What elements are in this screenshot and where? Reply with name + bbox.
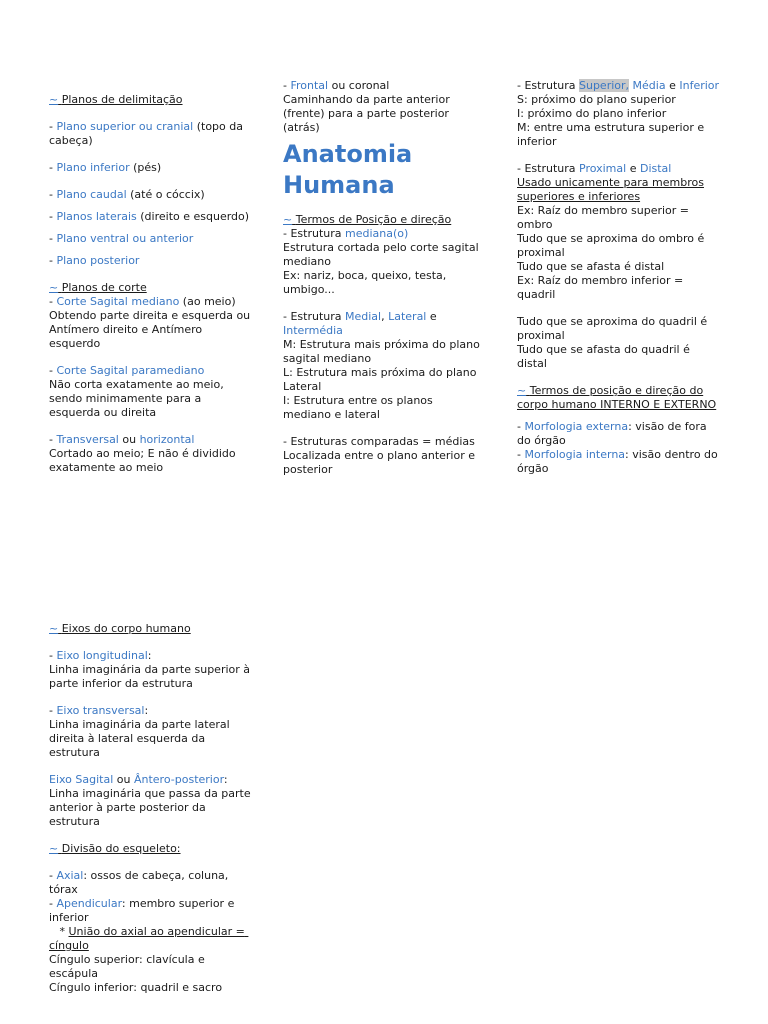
item-corte-paramediano: - Corte Sagital paramediano (49, 364, 205, 377)
term-link[interactable]: Axial (56, 869, 84, 882)
item-axial: - Axial: ossos de cabeça, coluna, tórax (49, 869, 229, 896)
uniao-text: União do axial ao apendicular = cíngulo (49, 925, 249, 952)
section-heading-planos-delimitacao (49, 93, 254, 107)
item-mediana: - Estrutura mediana(o) (283, 227, 409, 240)
term-link[interactable]: Inferior (679, 79, 720, 92)
item-text: M: Estrutura mais próxima do plano sagital mediano (283, 338, 480, 365)
term-link[interactable]: Corte Sagital mediano (56, 295, 180, 308)
item-plano-superior: - Plano superior ou cranial (topo da cabeça) (49, 120, 243, 147)
item-morfologia-externa: - Morfologia externa: visão de fora do órgão (517, 420, 707, 447)
item-text: I: Estrutura entre os planos mediano e lateral (283, 394, 433, 421)
item-text: Ex: Raíz do membro superior = ombro (517, 204, 690, 231)
heading-text: Eixos do corpo humano (61, 622, 191, 635)
tilde-marker: ~ (49, 281, 59, 294)
term-link[interactable]: Morfologia interna (524, 448, 626, 461)
term-link[interactable]: Intermédia (283, 324, 343, 337)
item-text: Cortado ao meio; E não é dividido exatamente ao meio (49, 447, 236, 474)
item-text: Ex: Raíz do membro inferior = quadril (517, 274, 684, 301)
item-eixo-transversal: - Eixo transversal: (49, 704, 149, 717)
item-transversal: - Transversal ou horizontal (49, 433, 195, 446)
term-link[interactable]: Proximal (579, 162, 627, 175)
section-heading-termos (283, 213, 483, 227)
item-text-underlined: Usado unicamente para membros superiores e inferiores (517, 176, 704, 203)
item-proximal-distal: - Estrutura Proximal e Distal (517, 162, 672, 175)
term-link[interactable]: Morfologia externa (524, 420, 629, 433)
term-link[interactable]: Planos laterais (56, 210, 137, 223)
term-link[interactable]: Plano ventral ou anterior (56, 232, 194, 245)
term-link[interactable]: Eixo longitudinal (56, 649, 148, 662)
section-heading-divisao-esqueleto (49, 842, 254, 856)
item-plano-posterior: - Plano posterior (49, 254, 140, 267)
heading-text: Planos de corte (61, 281, 147, 294)
page-title: Anatomia Humana (283, 140, 413, 199)
item-text: Não corta exatamente ao meio, sendo minimamente para a esquerda ou direita (49, 378, 224, 419)
item-morfologia-interna: - Morfologia interna: visão dentro do órgão (517, 448, 718, 475)
item-plano-inferior: - Plano inferior (pés) (49, 161, 162, 174)
item-text: Tudo que se afasta é distal (517, 260, 665, 273)
term-link[interactable]: Transversal (56, 433, 119, 446)
column-planos (49, 93, 254, 475)
tilde-marker: ~ (49, 93, 59, 106)
item-text: Tudo que se aproxima do ombro é proximal (517, 232, 705, 259)
item-text: S: próximo do plano superior (517, 93, 676, 106)
term-link[interactable]: Ântero-posterior (133, 773, 224, 786)
item-text: Cíngulo superior: clavícula e escápula (49, 953, 205, 980)
item-text: - Estruturas comparadas = médias (283, 435, 475, 448)
item-text: Linha imaginária que passa da parte anterior à parte posterior da estrutura (49, 787, 251, 828)
tilde-marker: ~ (517, 384, 527, 397)
item-planos-laterais: - Planos laterais (direito e esquerdo) (49, 210, 250, 223)
term-link[interactable]: Plano caudal (56, 188, 127, 201)
term-link[interactable]: Frontal (290, 79, 329, 92)
heading-text: Divisão do esqueleto: (61, 842, 181, 855)
section-heading-eixos (49, 622, 254, 636)
item-apendicular: - Apendicular: membro superior e inferior (49, 897, 235, 924)
item-text: Caminhando da parte anterior (frente) para a parte posterior (atrás) (283, 93, 450, 134)
term-link[interactable]: Plano inferior (56, 161, 130, 174)
item-text: Estrutura cortada pelo corte sagital mediano (283, 241, 479, 268)
item-plano-caudal: - Plano caudal (até o cóccix) (49, 188, 205, 201)
term-link[interactable]: Eixo Sagital (49, 773, 114, 786)
column-estruturas (517, 79, 722, 476)
item-eixo-longitudinal: - Eixo longitudinal: (49, 649, 152, 662)
term-link-highlighted[interactable]: Superior, (579, 79, 630, 92)
item-uniao-cingulo: * União do axial ao apendicular = cíngulo (49, 925, 249, 952)
tilde-marker: ~ (283, 213, 293, 226)
item-text: M: entre uma estrutura superior e inferior (517, 121, 705, 148)
term-link[interactable]: Plano superior ou cranial (56, 120, 194, 133)
heading-text: Termos de Posição e direção (295, 213, 452, 226)
term-link[interactable]: Apendicular (56, 897, 122, 910)
tilde-marker: ~ (49, 842, 59, 855)
item-text: L: Estrutura mais próxima do plano Lateral (283, 366, 477, 393)
term-link[interactable]: Lateral (388, 310, 427, 323)
item-text: Localizada entre o plano anterior e posterior (283, 449, 475, 476)
item-text: I: próximo do plano inferior (517, 107, 667, 120)
term-link[interactable]: Medial (345, 310, 382, 323)
term-link[interactable]: Média (632, 79, 666, 92)
item-text: Ex: nariz, boca, queixo, testa, umbigo... (283, 269, 447, 296)
item-text: Tudo que se afasta do quadril é distal (517, 343, 690, 370)
tilde-marker: ~ (49, 622, 59, 635)
item-text: Tudo que se aproxima do quadril é proximal (517, 315, 708, 342)
heading-text: Termos de posição e direção do corpo humano INTERNO E EXTERNO (517, 384, 717, 411)
item-frontal: - Frontal ou coronal (283, 79, 390, 92)
section-heading-planos-corte (49, 281, 254, 295)
heading-text: Planos de delimitação (61, 93, 183, 106)
item-eixo-sagital: Eixo Sagital ou Ântero-posterior: (49, 773, 228, 786)
column-termos (283, 79, 483, 477)
item-corte-sagital: - Corte Sagital mediano (ao meio) (49, 295, 236, 308)
section-heading-interno-externo (517, 384, 722, 412)
term-link[interactable]: horizontal (139, 433, 195, 446)
term-link[interactable]: Plano posterior (56, 254, 140, 267)
term-link[interactable]: mediana(o) (345, 227, 409, 240)
term-link[interactable]: Corte Sagital paramediano (56, 364, 205, 377)
column-eixos (49, 622, 254, 995)
item-superior-media-inferior: - Estrutura Superior, Média e Inferior (517, 79, 720, 92)
item-text: Linha imaginária da parte superior à parte inferior da estrutura (49, 663, 251, 690)
item-medial-lateral: - Estrutura Medial, Lateral e Intermédia (283, 310, 437, 337)
item-plano-ventral: - Plano ventral ou anterior (49, 232, 194, 245)
item-text: Obtendo parte direita e esquerda ou Antímero direito e Antímero esquerdo (49, 309, 251, 350)
term-link[interactable]: Distal (639, 162, 672, 175)
item-text: Linha imaginária da parte lateral direita à lateral esquerda da estrutura (49, 718, 230, 759)
item-text: Cíngulo inferior: quadril e sacro (49, 981, 223, 994)
term-link[interactable]: Eixo transversal (56, 704, 145, 717)
